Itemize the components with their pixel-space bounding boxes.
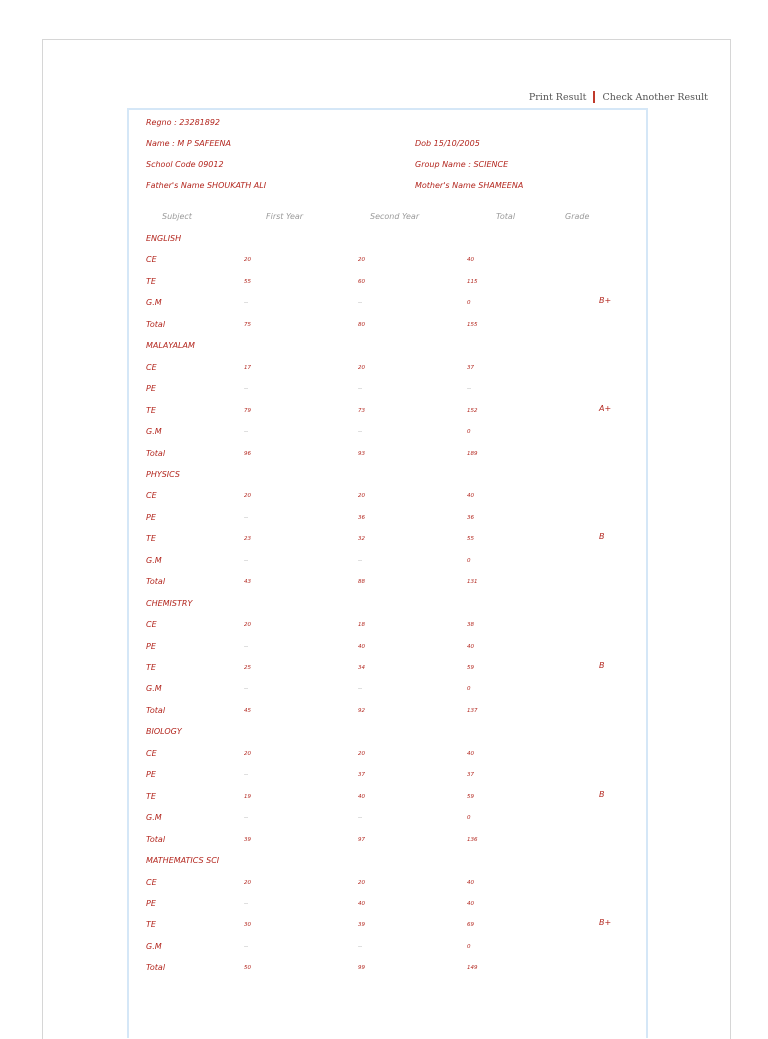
cell-first: 23 [244,536,251,543]
cell-second: -- [358,557,362,564]
table-row [0,920,768,941]
cell-first: -- [244,514,248,521]
cell-total: 0 [467,557,471,564]
row-label: MALAYALAM [146,341,195,351]
table-row [0,663,768,684]
cell-first: 55 [244,278,251,285]
table-row [0,899,768,920]
column-header-second-year: Second Year [370,212,420,221]
cell-total: 137 [467,707,478,714]
cell-total: 152 [467,407,478,414]
column-header-grade: Grade [565,212,590,221]
cell-first: 20 [244,879,251,886]
mother-name-text: Mother's Name SHAMEENA [415,181,524,190]
table-row [0,384,768,405]
cell-second: 20 [358,364,365,371]
table-row [0,341,768,362]
cell-total: 0 [467,686,471,693]
row-label: TE [146,920,156,930]
row-label: G.M [146,555,162,565]
row-label: G.M [146,684,162,694]
school-code-text: School Code 09012 [146,160,224,169]
father-name-text: Father's Name SHOUKATH ALI [146,181,267,190]
table-row [0,255,768,276]
cell-total: 40 [467,257,474,264]
table-row [0,620,768,641]
table-row [0,770,768,791]
cell-first: -- [244,900,248,907]
cell-second: -- [358,300,362,307]
cell-total: 40 [467,493,474,500]
table-row [0,277,768,298]
row-label: PE [146,384,156,394]
cell-first: 19 [244,793,251,800]
table-row [0,813,768,834]
column-header-first-year: First Year [266,212,304,221]
cell-first: 20 [244,493,251,500]
table-row [0,556,768,577]
row-label: CE [146,748,157,758]
column-header-total: Total [496,212,516,221]
cell-second: 32 [358,536,365,543]
row-label: CE [146,877,157,887]
table-row [0,449,768,470]
table-row [0,470,768,491]
cell-total: 40 [467,900,474,907]
cell-second: -- [358,686,362,693]
row-label: G.M [146,298,162,308]
row-label: G.M [146,427,162,437]
row-label: CHEMISTRY [146,598,193,608]
cell-total: 69 [467,922,474,929]
cell-first: -- [244,686,248,693]
student-name: Name : M P SAFEENA [146,139,231,148]
cell-second: 40 [358,900,365,907]
cell-second: 37 [358,772,365,779]
row-label: Total [146,705,166,715]
cell-total: 136 [467,836,478,843]
cell-second: -- [358,386,362,393]
row-label: TE [146,534,156,544]
cell-total: 40 [467,879,474,886]
table-row [0,491,768,512]
table-row [0,727,768,748]
cell-total: 0 [467,300,471,307]
row-label: BIOLOGY [146,727,182,737]
print-result-link[interactable]: Print Result [528,91,587,103]
row-label: CE [146,491,157,501]
cell-second: 36 [358,514,365,521]
cell-first: 20 [244,750,251,757]
row-label: MATHEMATICS SCI [146,856,220,866]
table-row [0,363,768,384]
cell-first: 43 [244,579,251,586]
table-row [0,789,768,813]
cell-second: 39 [358,922,365,929]
regno-text: Regno : 23281892 [146,118,221,127]
cell-total: 37 [467,364,474,371]
cell-total: 37 [467,772,474,779]
table-row [0,856,768,877]
cell-second: 20 [358,750,365,757]
cell-total: 55 [467,536,474,543]
cell-total: 36 [467,514,474,521]
check-another-result-link[interactable]: Check Another Result [602,91,708,103]
row-label: Total [146,448,166,458]
cell-first: 20 [244,257,251,264]
cell-second: 60 [358,278,365,285]
table-row [0,706,768,727]
cell-second: -- [358,429,362,436]
cell-first: 20 [244,622,251,629]
row-label: Total [146,834,166,844]
link-separator [593,91,595,103]
cell-first: 45 [244,707,251,714]
row-label: CE [146,255,157,265]
cell-second: 40 [358,793,365,800]
cell-total: 40 [467,643,474,650]
table-row [0,427,768,448]
cell-total: 0 [467,815,471,822]
cell-first: 39 [244,836,251,843]
table-row [0,749,768,770]
cell-total: 0 [467,943,471,950]
row-label: Total [146,577,166,587]
cell-first: -- [244,557,248,564]
cell-second: 73 [358,407,365,414]
cell-second: 20 [358,257,365,264]
cell-second: 80 [358,321,365,328]
cell-first: -- [244,943,248,950]
row-label: PHYSICS [146,469,180,479]
cell-grade: A+ [599,403,612,413]
cell-first: -- [244,772,248,779]
row-label: TE [146,276,156,286]
cell-total: 38 [467,622,474,629]
cell-grade: B [599,532,605,542]
table-row [0,298,768,319]
row-label: CE [146,620,157,630]
row-label: PE [146,512,156,522]
cell-total: 131 [467,579,478,586]
cell-first: 50 [244,965,251,972]
cell-first: -- [244,386,248,393]
cell-first: 17 [244,364,251,371]
row-label: Total [146,319,166,329]
cell-total: 59 [467,665,474,671]
cell-total: 115 [467,278,478,285]
cell-first: -- [244,300,248,307]
cell-total: -- [467,386,471,393]
cell-total: 0 [467,429,471,436]
cell-second: 88 [358,579,365,586]
cell-first: 25 [244,665,251,671]
table-row [0,835,768,856]
cell-grade: B [599,789,605,799]
table-row [0,684,768,705]
table-row [0,642,768,663]
column-header-subject: Subject [162,212,192,221]
row-label: CE [146,362,157,372]
cell-first: -- [244,429,248,436]
row-label: G.M [146,813,162,823]
cell-total: 40 [467,750,474,757]
cell-first: -- [244,643,248,650]
table-row [0,878,768,899]
table-row [0,403,768,427]
cell-second: 93 [358,450,365,457]
cell-second: 18 [358,622,365,629]
cell-grade: B+ [599,296,612,306]
table-row [0,942,768,963]
cell-second: 40 [358,643,365,650]
dob-text: Dob 15/10/2005 [415,139,480,148]
cell-first: -- [244,815,248,822]
table-row [0,534,768,555]
row-label: TE [146,405,156,415]
cell-first: 75 [244,321,251,328]
cell-first: 79 [244,407,251,414]
cell-first: 30 [244,922,251,929]
table-row [0,320,768,341]
cell-total: 149 [467,965,478,972]
row-label: PE [146,898,156,908]
row-label: G.M [146,941,162,951]
cell-first: 96 [244,450,251,457]
cell-second: 99 [358,965,365,972]
row-label: PE [146,641,156,651]
cell-grade: B [599,661,605,670]
cell-second: 34 [358,665,365,671]
group-name-text: Group Name : SCIENCE [415,160,509,169]
table-row [0,577,768,598]
top-links [529,91,708,103]
row-label: ENGLISH [146,234,182,243]
cell-grade: B+ [599,918,612,928]
row-label: TE [146,791,156,801]
cell-total: 155 [467,321,478,328]
cell-second: -- [358,815,362,822]
row-label: PE [146,770,156,780]
row-label: TE [146,663,156,672]
cell-second: 97 [358,836,365,843]
cell-second: 20 [358,493,365,500]
row-label: Total [146,963,166,973]
table-row [0,963,768,984]
table-row [0,599,768,620]
cell-second: -- [358,943,362,950]
cell-second: 20 [358,879,365,886]
cell-total: 189 [467,450,478,457]
cell-second: 92 [358,707,365,714]
table-row [0,234,768,255]
cell-total: 59 [467,793,474,800]
table-row [0,513,768,534]
